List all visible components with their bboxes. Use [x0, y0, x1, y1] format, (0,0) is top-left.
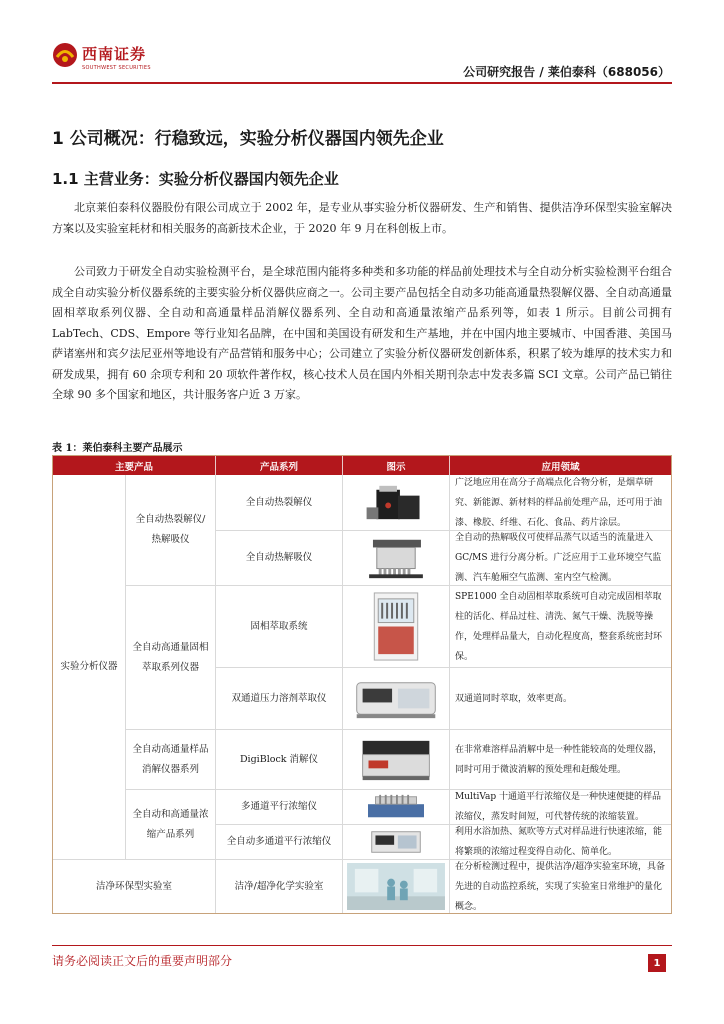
disclaimer-note: 请务必阅读正文后的重要声明部分 — [52, 954, 233, 968]
series-cell: DigiBlock 消解仪 — [216, 730, 343, 790]
thermal-desorber-image-icon — [346, 534, 446, 582]
clean-lab-image — [343, 860, 450, 913]
application-cell: 全自动的热解吸仪可使样品蒸气以适当的流量进入 GC/MS 进行分离分析。广泛应用于工业环境空气监测、汽车舱厢空气监测、室内空气检测。 — [450, 531, 671, 586]
header-application: 应用领域 — [450, 456, 671, 475]
thermal-desorber-image — [343, 531, 450, 586]
clean-lab-image-icon — [346, 863, 446, 910]
application-cell: MultiVap 十通道平行浓缩仪是一种快速便捷的样品浓缩仪，蒸发时间短，可代替传统的浓缩装置。 — [450, 790, 671, 825]
header-series: 产品系列 — [216, 456, 343, 475]
logo-subtext: SOUTHWEST SECURITIES — [82, 65, 151, 71]
application-cell: 双通道同时萃取，效率更高。 — [450, 668, 671, 730]
header-image: 图示 — [343, 456, 450, 475]
application-cell: 广泛地应用在高分子高端点化合物分析，是烟草研究、新能源、新材料的样品前处理产品，还可用于油漆、橡胶、纤维、石化、食品、药片涂层。 — [450, 475, 671, 531]
spe-system-image-icon — [346, 589, 446, 664]
product-table — [52, 455, 672, 914]
logo-text: 西南证券 — [82, 45, 147, 63]
application-cell: 利用水浴加热、氮吹等方式对样品进行快速浓缩，能将繁琐的浓缩过程变得自动化、简单化。 — [450, 825, 671, 860]
series-cell: 多通道平行浓缩仪 — [216, 790, 343, 825]
application-cell: 在非常难溶样品消解中是一种性能较高的处理仪器，同时可用于微波消解的预处理和赶酸处理。 — [450, 730, 671, 790]
main-product-cell: 实验分析仪器 — [53, 475, 126, 860]
series-cell: 固相萃取系统 — [216, 586, 343, 668]
series-cell: 全自动热裂解仪 — [216, 475, 343, 531]
series-cell: 全自动多通道平行浓缩仪 — [216, 825, 343, 860]
digestion-block-image — [343, 730, 450, 790]
section-heading: 1 公司概况：行稳致远，实验分析仪器国内领先企业 — [52, 129, 444, 149]
multivap-image-icon — [346, 793, 446, 821]
logo-mark-icon — [52, 42, 78, 68]
spe-system-image — [343, 586, 450, 668]
table-caption: 表 1：莱伯泰科主要产品展示 — [52, 443, 183, 454]
subsection-heading: 1.1 主营业务：实验分析仪器国内领先企业 — [52, 170, 339, 188]
application-cell: SPE1000 全自动固相萃取系统可自动完成固相萃取柱的活化、样品过柱、清洗、氮气干燥、洗脱等操作，处理样品量大，自动化程度高，整套系统密封环保。 — [450, 586, 671, 668]
group-cell: 全自动高通量固相萃取系列仪器 — [126, 586, 216, 730]
pressure-extractor-image — [343, 668, 450, 730]
series-cell: 洁净/超净化学实验室 — [216, 860, 343, 913]
report-label: 公司研究报告 / 莱伯泰科（688056） — [463, 65, 670, 79]
pyrolyzer-image — [343, 475, 450, 531]
pressure-extractor-image-icon — [346, 671, 446, 726]
footer-divider — [52, 945, 672, 946]
group-cell: 全自动和高通量浓缩产品系列 — [126, 790, 216, 860]
header-divider — [52, 82, 672, 84]
auto-concentrator-image — [343, 825, 450, 860]
series-cell: 全自动热解吸仪 — [216, 531, 343, 586]
pyrolyzer-image-icon — [346, 478, 446, 527]
group-cell: 全自动高通量样品消解仪器系列 — [126, 730, 216, 790]
paragraph-business: 公司致力于研发全自动实验检测平台，是全球范围内能将多种类和多功能的样品前处理技术与全自动分析实验检测平台组合成全自动实验分析仪器系统的主要实验分析仪器供应商之一。公司主要产品包括全自动多功能高通量热裂解仪器、全自动高通量固相萃取系列仪器、全自动和高通量样品消解仪器系列、全自动和高通量浓缩产品系列等，如表 1 所示。目前公司拥有 LabTech、CDS、Empore 等行业知名品牌，在中国和美国设有研发和生产基地，并在中国内地主要城市、中国香港、美国马萨诸塞州和宾夕法尼亚州等地设有产品营销和服务中心；公司建立了实验分析仪器研发创新体系，积累了较为雄厚的技术实力和研发成果，拥有 60 余项专利和 20 项软件著作权，核心技术人员在国内外相关期刊杂志中发表多篇 SCI 文章。公司产品已销往全球 90 多个国家和地区，共计服务客户近 3 万家。 — [52, 265, 672, 401]
group-cell: 全自动热裂解仪/热解吸仪 — [126, 475, 216, 586]
page-number: 1 — [648, 954, 666, 972]
auto-concentrator-image-icon — [346, 828, 446, 856]
main-product-cell: 洁净环保型实验室 — [53, 860, 216, 913]
application-cell: 在分析检测过程中，提供洁净/超净实验室环境，具备先进的自动监控系统，实现了实验室日常维护的量化概念。 — [455, 861, 666, 912]
paragraph-intro: 北京莱伯泰科仪器股份有限公司成立于 2002 年，是专业从事实验分析仪器研发、生产和销售、提供洁净环保型实验室解决方案以及实验室耗材和相关服务的高新技术企业，于 2020 年 9 月在科创板上市。 — [52, 201, 672, 235]
company-logo — [52, 40, 162, 76]
header-main-product: 主要产品 — [53, 456, 216, 475]
digestion-block-image-icon — [346, 733, 446, 786]
series-cell: 双通道压力溶剂萃取仪 — [216, 668, 343, 730]
multivap-image — [343, 790, 450, 825]
